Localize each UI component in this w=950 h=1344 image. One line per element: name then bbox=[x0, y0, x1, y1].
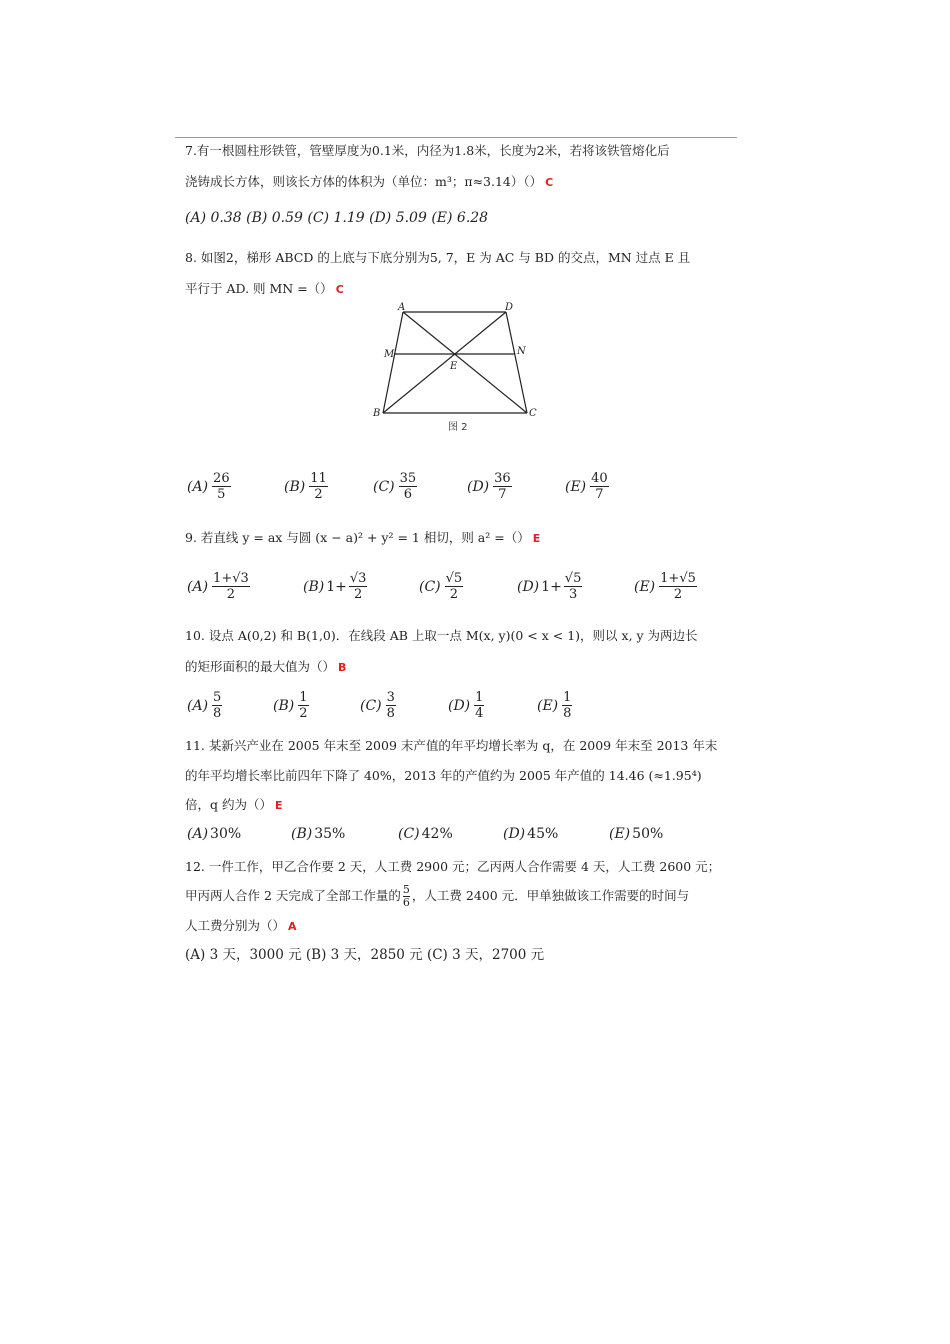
top-divider bbox=[175, 137, 737, 138]
q8-option-d: (D) $\frac{36}{7}$ bbox=[467, 471, 511, 502]
label-B: B bbox=[373, 408, 381, 419]
q10-line2 bbox=[185, 658, 346, 677]
figure-caption: 图 2 bbox=[448, 422, 468, 433]
q8-option-a: (A) $\frac{26}{5}$ bbox=[187, 471, 230, 502]
q12-fraction: $\frac{5}{6}$ bbox=[402, 883, 410, 909]
q11-line2: 的年平均增长率比前四年下降了 40%，2013 年的产值约为 2005 年产值的 14.46 (≈1.95⁴) bbox=[185, 768, 702, 783]
q8-line2-text: 平行于 AD. 则 MN =（） bbox=[185, 281, 333, 296]
q10-option-a: (A) $\frac{5}{8}$ bbox=[187, 690, 222, 721]
q7-options: (A) 0.38 (B) 0.59 (C) 1.19 (D) 5.09 (E) 6.28 bbox=[185, 210, 489, 226]
q8-line1: 8. 如图2，梯形 ABCD 的上底与下底分别为5, 7，E 为 AC 与 BD 的交点，MN 过点 E 且 bbox=[185, 250, 691, 265]
q7-line2-text: 浇铸成长方体，则该长方体的体积为（单位：m³；π≈3.14）（） bbox=[185, 174, 543, 189]
q12-line3-text: 人工费分别为（） bbox=[185, 918, 286, 933]
q7-answer: C bbox=[545, 176, 554, 189]
edge-AB bbox=[383, 312, 403, 413]
label-D: D bbox=[505, 302, 514, 313]
q11-answer: E bbox=[274, 799, 283, 812]
label-E: E bbox=[450, 361, 458, 372]
q11-line1: 11. 某新兴产业在 2005 年末至 2009 末产值的年平均增长率为 q，在 2009 年末至 2013 年末 bbox=[185, 738, 718, 753]
q11-option-a: (A) 30% bbox=[187, 826, 242, 842]
q9-option-d: (D) 1+ $\frac{√5}{3}$ bbox=[517, 571, 582, 602]
q10-line1: 10. 设点 A(0,2) 和 B(1,0)．在线段 AB 上取一点 M(x, y)(0 < x < 1)，则以 x, y 为两边长 bbox=[185, 628, 698, 643]
label-N: N bbox=[517, 346, 526, 357]
label-C: C bbox=[529, 408, 537, 419]
q11-line3 bbox=[185, 796, 283, 815]
q11-line3-text: 倍，q 约为（） bbox=[185, 797, 272, 812]
q9-option-b: (B) 1+ $\frac{√3}{2}$ bbox=[303, 571, 367, 602]
q10-option-c: (C) $\frac{3}{8}$ bbox=[360, 690, 395, 721]
q12-line1: 12. 一件工作，甲乙合作要 2 天，人工费 2900 元；乙丙两人合作需要 4 天，人工费 2600 元； bbox=[185, 859, 721, 874]
q9-option-a: (A) $\frac{1+√3}{2}$ bbox=[187, 571, 249, 602]
q10-answer: B bbox=[338, 661, 347, 674]
q9-line1 bbox=[185, 529, 540, 548]
q11-option-b: (B) 35% bbox=[291, 826, 346, 842]
q11-option-c: (C) 42% bbox=[398, 826, 453, 842]
q9-line1-text: 9. 若直线 y = ax 与圆 (x − a)² + y² = 1 相切，则 a² =（） bbox=[185, 530, 530, 545]
q12-line3 bbox=[185, 917, 297, 936]
q8-option-c: (C) $\frac{35}{6}$ bbox=[373, 471, 417, 502]
q10-option-b: (B) $\frac{1}{2}$ bbox=[273, 690, 308, 721]
q10-option-d: (D) $\frac{1}{4}$ bbox=[448, 690, 484, 721]
q8-answer: C bbox=[335, 283, 344, 296]
q9-option-c: (C) $\frac{√5}{2}$ bbox=[419, 571, 463, 602]
trapezoid-figure bbox=[370, 300, 550, 440]
label-A: A bbox=[398, 302, 406, 313]
q10-line2-text: 的矩形面积的最大值为（） bbox=[185, 659, 336, 674]
q10-option-e: (E) $\frac{1}{8}$ bbox=[537, 690, 572, 721]
label-M: M bbox=[384, 349, 395, 360]
diagonal-BD bbox=[383, 312, 506, 413]
q7-line2 bbox=[185, 173, 553, 192]
q9-answer: E bbox=[532, 532, 541, 545]
diagonal-AC bbox=[403, 312, 527, 413]
q8-option-b: (B) $\frac{11}{2}$ bbox=[284, 471, 327, 502]
q11-option-d: (D) 45% bbox=[503, 826, 559, 842]
q12-options: (A) 3 天，3000 元 (B) 3 天，2850 元 (C) 3 天，2700 元 bbox=[185, 947, 545, 963]
q9-option-e: (E) $\frac{1+√5}{2}$ bbox=[634, 571, 696, 602]
q11-option-e: (E) 50% bbox=[609, 826, 664, 842]
q7-line1: 7.有一根圆柱形铁管，管壁厚度为0.1米，内径为1.8米，长度为2米，若将该铁管熔化后 bbox=[185, 143, 670, 158]
q12-line2: 甲丙两人合作 2 天完成了全部工作量的 $\frac{5}{6}$ ，人工费 2400 元．甲单独做该工作需要的时间与 bbox=[185, 883, 690, 909]
q8-line2 bbox=[185, 280, 344, 299]
q8-option-e: (E) $\frac{40}{7}$ bbox=[565, 471, 608, 502]
q12-answer: A bbox=[288, 920, 297, 933]
